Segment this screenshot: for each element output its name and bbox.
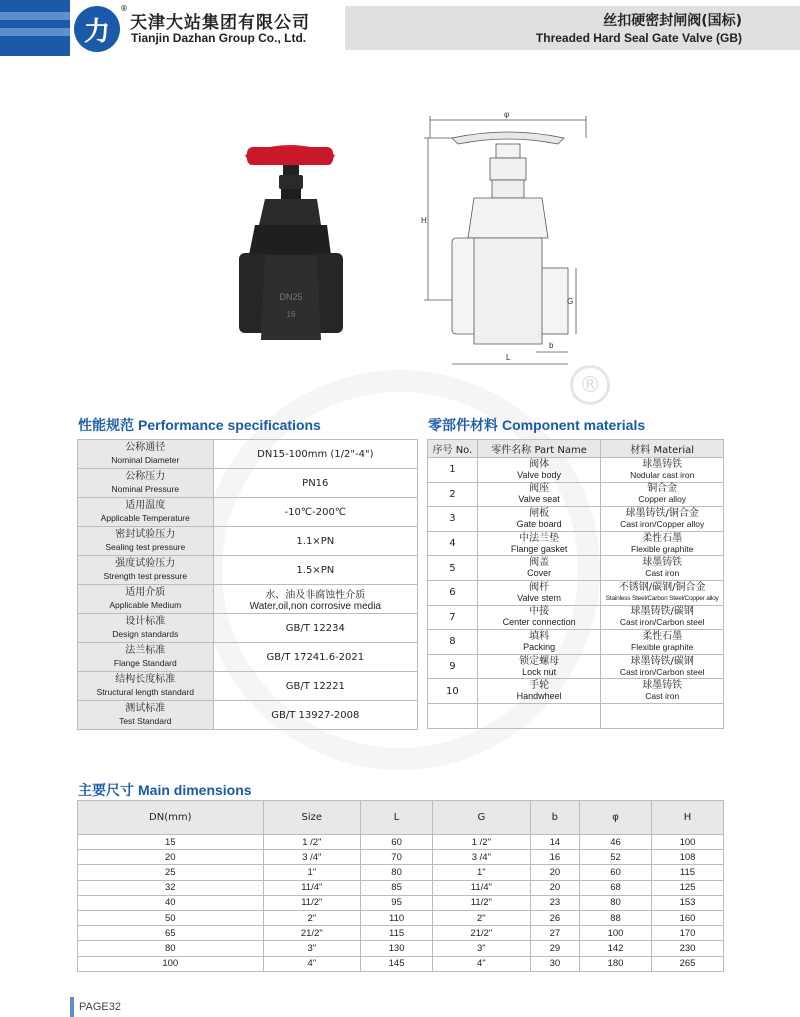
dim-cell: 11/4"	[433, 880, 531, 895]
component-part	[477, 630, 601, 655]
component-no: 8	[428, 630, 478, 655]
spec-value-text: GB/T 13927-2008	[271, 709, 360, 721]
performance-section-title	[78, 415, 321, 435]
spec-value	[213, 672, 417, 701]
dimension-row	[78, 835, 724, 850]
dim-cell: 65	[78, 926, 264, 941]
component-part-cn: 阀体	[529, 458, 550, 470]
dimension-row	[78, 926, 724, 941]
dimension-row	[78, 850, 724, 865]
spec-label	[78, 643, 214, 672]
dim-cell: 100	[78, 956, 264, 971]
dim-g-label: G	[567, 297, 574, 306]
dim-cell: 23	[530, 895, 579, 910]
component-part-en: Cover	[527, 568, 552, 579]
company-name-cn: 天津大站集团有限公司	[130, 13, 310, 33]
dim-cell: 25	[78, 865, 264, 880]
watermark-registered-icon	[570, 365, 610, 405]
dim-cell: 46	[580, 835, 652, 850]
dim-cell: 1"	[263, 865, 361, 880]
page-number: PAGE32	[79, 1001, 121, 1013]
dim-cell: 11/2"	[263, 895, 361, 910]
performance-title-cn: 性能规范	[78, 418, 134, 434]
performance-row	[78, 440, 418, 469]
component-part-en: Handwheel	[516, 691, 562, 702]
dim-cell: 153	[652, 895, 724, 910]
spec-label	[78, 527, 214, 556]
component-no: 10	[428, 679, 478, 704]
dim-header: L	[361, 801, 433, 835]
dimensions-title-en: Main dimensions	[138, 782, 252, 798]
component-part	[477, 458, 601, 483]
photo-sub-mark: 16	[286, 310, 296, 319]
performance-row	[78, 527, 418, 556]
dim-cell: 180	[580, 956, 652, 971]
dim-b-label: b	[549, 341, 554, 350]
spec-label-cn: 公称压力	[125, 471, 166, 482]
component-part-en: Packing	[523, 641, 556, 652]
component-row-empty	[428, 703, 724, 728]
spec-label	[78, 614, 214, 643]
spec-label-en: Structural length standard	[96, 687, 194, 697]
component-no: 9	[428, 654, 478, 679]
component-material	[601, 458, 724, 483]
empty-cell	[428, 703, 478, 728]
component-material-en: Nodular cast iron	[630, 469, 695, 480]
watermark-reg-char: ®	[579, 372, 601, 398]
dim-cell: 265	[652, 956, 724, 971]
components-table	[427, 439, 724, 729]
empty-cell	[601, 703, 724, 728]
performance-row	[78, 701, 418, 730]
spec-label	[78, 469, 214, 498]
component-material-cn: 球墨铸铁/铜合金	[625, 507, 699, 519]
dim-cell: 115	[361, 926, 433, 941]
performance-row	[78, 498, 418, 527]
photo-body-mark: DN25	[279, 292, 303, 302]
component-part-cn: 阀盖	[529, 557, 550, 569]
component-row	[428, 458, 724, 483]
dim-cell: 110	[361, 910, 433, 925]
dim-cell: 20	[530, 880, 579, 895]
component-row	[428, 630, 724, 655]
dim-header: φ	[580, 801, 652, 835]
dim-cell: 14	[530, 835, 579, 850]
component-part	[477, 654, 601, 679]
dim-cell: 88	[580, 910, 652, 925]
dim-cell: 80	[580, 895, 652, 910]
product-title-en: Threaded Hard Seal Gate Valve (GB)	[535, 31, 742, 45]
spec-value	[213, 701, 417, 730]
component-material-cn: 不锈钢/碳钢/铜合金	[618, 581, 706, 593]
performance-row	[78, 585, 418, 614]
component-no: 3	[428, 507, 478, 532]
component-part	[477, 556, 601, 581]
company-logo	[74, 6, 120, 52]
spec-value	[213, 585, 417, 614]
registered-mark: ®	[120, 4, 128, 13]
spec-label-en: Applicable Medium	[109, 600, 182, 610]
component-row	[428, 580, 724, 605]
spec-value	[213, 643, 417, 672]
component-part-cn: 阀座	[529, 483, 550, 495]
page-marker	[70, 997, 74, 1017]
component-part-cn: 手轮	[529, 680, 550, 692]
spec-label-en: Nominal Pressure	[111, 484, 180, 494]
component-no: 2	[428, 482, 478, 507]
dim-cell: 160	[652, 910, 724, 925]
dimension-row	[78, 941, 724, 956]
dimensions-title-cn: 主要尺寸	[78, 783, 134, 799]
component-material-cn: 柔性石墨	[642, 532, 683, 544]
dim-cell: 3"	[433, 941, 531, 956]
component-material	[601, 654, 724, 679]
spec-label-cn: 法兰标准	[125, 645, 166, 656]
performance-table	[77, 439, 418, 730]
dim-cell: 3"	[263, 941, 361, 956]
dimension-row	[78, 865, 724, 880]
dim-cell: 125	[652, 880, 724, 895]
dim-cell: 27	[530, 926, 579, 941]
component-row	[428, 654, 724, 679]
component-part-en: Flange gasket	[510, 543, 568, 554]
dim-cell: 2"	[433, 910, 531, 925]
spec-value-en: Water,oil,non corrosive media	[249, 601, 381, 612]
component-material-cn: 铜合金	[647, 483, 678, 495]
dim-cell: 2"	[263, 910, 361, 925]
component-material-en: Cast iron/Carbon steel	[619, 666, 705, 677]
dim-cell: 52	[580, 850, 652, 865]
dim-cell: 230	[652, 941, 724, 956]
dim-cell: 50	[78, 910, 264, 925]
spec-label-cn: 适用介质	[125, 587, 166, 598]
spec-value	[213, 614, 417, 643]
spec-label	[78, 585, 214, 614]
dim-phi-label: φ	[504, 110, 510, 119]
spec-label	[78, 672, 214, 701]
spec-label-cn: 公称通径	[125, 442, 166, 453]
dim-header: Size	[263, 801, 361, 835]
component-material-en: Cast iron	[645, 568, 680, 579]
dim-cell: 68	[580, 880, 652, 895]
dim-cell: 15	[78, 835, 264, 850]
component-material-en: Cast iron	[645, 691, 680, 702]
component-part-cn: 中法兰垫	[519, 532, 560, 544]
component-part	[477, 507, 601, 532]
dim-cell: 21/2"	[433, 926, 531, 941]
component-part-en: Center connection	[502, 617, 576, 628]
dim-cell: 95	[361, 895, 433, 910]
performance-row	[78, 614, 418, 643]
valve-drawing	[418, 108, 598, 370]
spec-value-text: PN16	[302, 477, 329, 489]
spec-label	[78, 556, 214, 585]
dimension-row	[78, 910, 724, 925]
dim-cell: 11/2"	[433, 895, 531, 910]
dim-cell: 85	[361, 880, 433, 895]
component-part-en: Lock nut	[522, 666, 557, 677]
dim-cell: 30	[530, 956, 579, 971]
component-material-en: Flexible graphite	[631, 543, 694, 554]
dim-cell: 80	[78, 941, 264, 956]
spec-label-en: Design standards	[112, 629, 179, 639]
component-part	[477, 531, 601, 556]
component-part-en: Gate board	[516, 518, 562, 529]
component-no: 6	[428, 580, 478, 605]
valve-photo	[235, 135, 345, 350]
spec-label-cn: 测试标准	[125, 703, 166, 714]
dimensions-section-title	[78, 780, 252, 800]
component-part	[477, 482, 601, 507]
spec-value	[213, 469, 417, 498]
dim-cell: 60	[580, 865, 652, 880]
dim-header: H	[652, 801, 724, 835]
spec-value	[213, 440, 417, 469]
spec-value-text: 1.5×PN	[296, 564, 335, 576]
component-material	[601, 482, 724, 507]
spec-label-en: Strength test pressure	[103, 571, 188, 581]
component-part-cn: 锁定螺母	[519, 655, 560, 667]
comp-header-no: 序号 No.	[428, 440, 478, 458]
component-part	[477, 679, 601, 704]
performance-row	[78, 643, 418, 672]
component-material	[601, 679, 724, 704]
component-part-cn: 闸板	[529, 507, 550, 519]
logo-char: 力	[83, 16, 110, 47]
component-row	[428, 507, 724, 532]
spec-label-cn: 适用温度	[125, 500, 166, 511]
spec-label-cn: 密封试验压力	[115, 529, 176, 540]
spec-value-text: 1.1×PN	[296, 535, 335, 547]
dimension-row	[78, 895, 724, 910]
spec-value-text: DN15-100mm (1/2"-4")	[257, 448, 374, 460]
component-part	[477, 605, 601, 630]
dim-h-label: H	[421, 216, 427, 225]
spec-value-text: GB/T 17241.6-2021	[266, 651, 365, 663]
spec-label	[78, 440, 214, 469]
components-title-en: Component materials	[502, 417, 646, 433]
spec-value	[213, 556, 417, 585]
component-part-cn: 填料	[529, 630, 550, 642]
dim-cell: 108	[652, 850, 724, 865]
dim-cell: 26	[530, 910, 579, 925]
dim-cell: 100	[580, 926, 652, 941]
dim-cell: 142	[580, 941, 652, 956]
component-material-en: Cast iron/Carbon steel	[619, 617, 705, 628]
component-material	[601, 580, 724, 605]
spec-label-en: Test Standard	[119, 716, 172, 726]
dimension-row	[78, 956, 724, 971]
dim-cell: 3 /4"	[263, 850, 361, 865]
component-material-en: Copper alloy	[638, 494, 687, 505]
spec-label-cn: 设计标准	[125, 616, 166, 627]
spec-label-en: Nominal Diameter	[111, 455, 180, 465]
spec-value-text: GB/T 12234	[285, 622, 345, 634]
component-row	[428, 482, 724, 507]
dim-header: DN(mm)	[78, 801, 264, 835]
component-no: 1	[428, 458, 478, 483]
dim-cell: 21/2"	[263, 926, 361, 941]
dimensions-table	[77, 800, 724, 972]
spec-label-en: Flange Standard	[113, 658, 177, 668]
dim-header: G	[433, 801, 531, 835]
performance-row	[78, 469, 418, 498]
component-part-cn: 阀杆	[529, 581, 550, 593]
component-part-en: Valve stem	[517, 592, 562, 603]
component-material	[601, 630, 724, 655]
component-material-cn: 球墨铸铁	[642, 680, 683, 692]
dim-cell: 70	[361, 850, 433, 865]
dim-cell: 20	[78, 850, 264, 865]
spec-label-cn: 强度试验压力	[115, 558, 176, 569]
dim-cell: 100	[652, 835, 724, 850]
component-part	[477, 580, 601, 605]
dim-cell: 1 /2"	[433, 835, 531, 850]
component-material-en: Cast iron/Copper alloy	[620, 518, 705, 529]
comp-header-material: 材料 Material	[601, 440, 724, 458]
spec-label	[78, 701, 214, 730]
comp-header-part: 零件名称 Part Name	[477, 440, 601, 458]
dim-cell: 4"	[263, 956, 361, 971]
performance-title-en: Performance specifications	[138, 417, 321, 433]
component-no: 5	[428, 556, 478, 581]
component-row	[428, 679, 724, 704]
dim-cell: 29	[530, 941, 579, 956]
component-material-en: Flexible graphite	[631, 641, 694, 652]
component-material-cn: 球墨铸铁	[642, 458, 683, 470]
component-no: 4	[428, 531, 478, 556]
component-material-cn: 球墨铸铁	[642, 557, 683, 569]
spec-label	[78, 498, 214, 527]
component-row	[428, 531, 724, 556]
component-row	[428, 556, 724, 581]
dim-cell: 60	[361, 835, 433, 850]
component-material-cn: 球墨铸铁/碳钢	[630, 606, 694, 618]
dim-cell: 20	[530, 865, 579, 880]
component-material	[601, 507, 724, 532]
spec-label-cn: 结构长度标准	[115, 674, 176, 685]
spec-value	[213, 498, 417, 527]
company-name-en: Tianjin Dazhan Group Co., Ltd.	[131, 31, 307, 45]
dim-cell: 1 /2"	[263, 835, 361, 850]
dim-cell: 3 /4"	[433, 850, 531, 865]
component-material	[601, 605, 724, 630]
spec-value-text: 水、油及非腐蚀性介质	[265, 590, 366, 601]
components-title-cn: 零部件材料	[428, 418, 498, 434]
component-part-cn: 中接	[529, 606, 550, 618]
spec-value-text: GB/T 12221	[285, 680, 345, 692]
dim-header: b	[530, 801, 579, 835]
dim-cell: 40	[78, 895, 264, 910]
dim-cell: 145	[361, 956, 433, 971]
empty-cell	[477, 703, 601, 728]
product-title-cn: 丝扣硬密封闸阀(国标)	[603, 13, 742, 29]
component-material-cn: 柔性石墨	[642, 630, 683, 642]
dim-cell: 32	[78, 880, 264, 895]
dim-cell: 16	[530, 850, 579, 865]
dim-cell: 130	[361, 941, 433, 956]
dim-l-label: L	[506, 353, 511, 362]
dim-cell: 11/4"	[263, 880, 361, 895]
performance-row	[78, 672, 418, 701]
component-part-en: Valve seat	[518, 494, 560, 505]
header-band	[0, 0, 70, 56]
spec-label-en: Applicable Temperature	[100, 513, 190, 523]
component-material-en: Stainless Steel/Carbon Steel/Copper alloy	[605, 594, 719, 602]
dim-cell: 1"	[433, 865, 531, 880]
performance-row	[78, 556, 418, 585]
product-title-box	[345, 6, 800, 50]
component-material-cn: 球墨铸铁/碳钢	[630, 655, 694, 667]
component-no: 7	[428, 605, 478, 630]
component-material	[601, 531, 724, 556]
dim-cell: 80	[361, 865, 433, 880]
spec-value-text: -10℃-200℃	[284, 506, 347, 518]
component-row	[428, 605, 724, 630]
spec-value	[213, 527, 417, 556]
component-material	[601, 556, 724, 581]
dimension-row	[78, 880, 724, 895]
dim-cell: 170	[652, 926, 724, 941]
components-section-title	[428, 415, 645, 435]
spec-label-en: Sealing test pressure	[105, 542, 186, 552]
dim-cell: 115	[652, 865, 724, 880]
dim-cell: 4"	[433, 956, 531, 971]
component-part-en: Valve body	[517, 469, 562, 480]
